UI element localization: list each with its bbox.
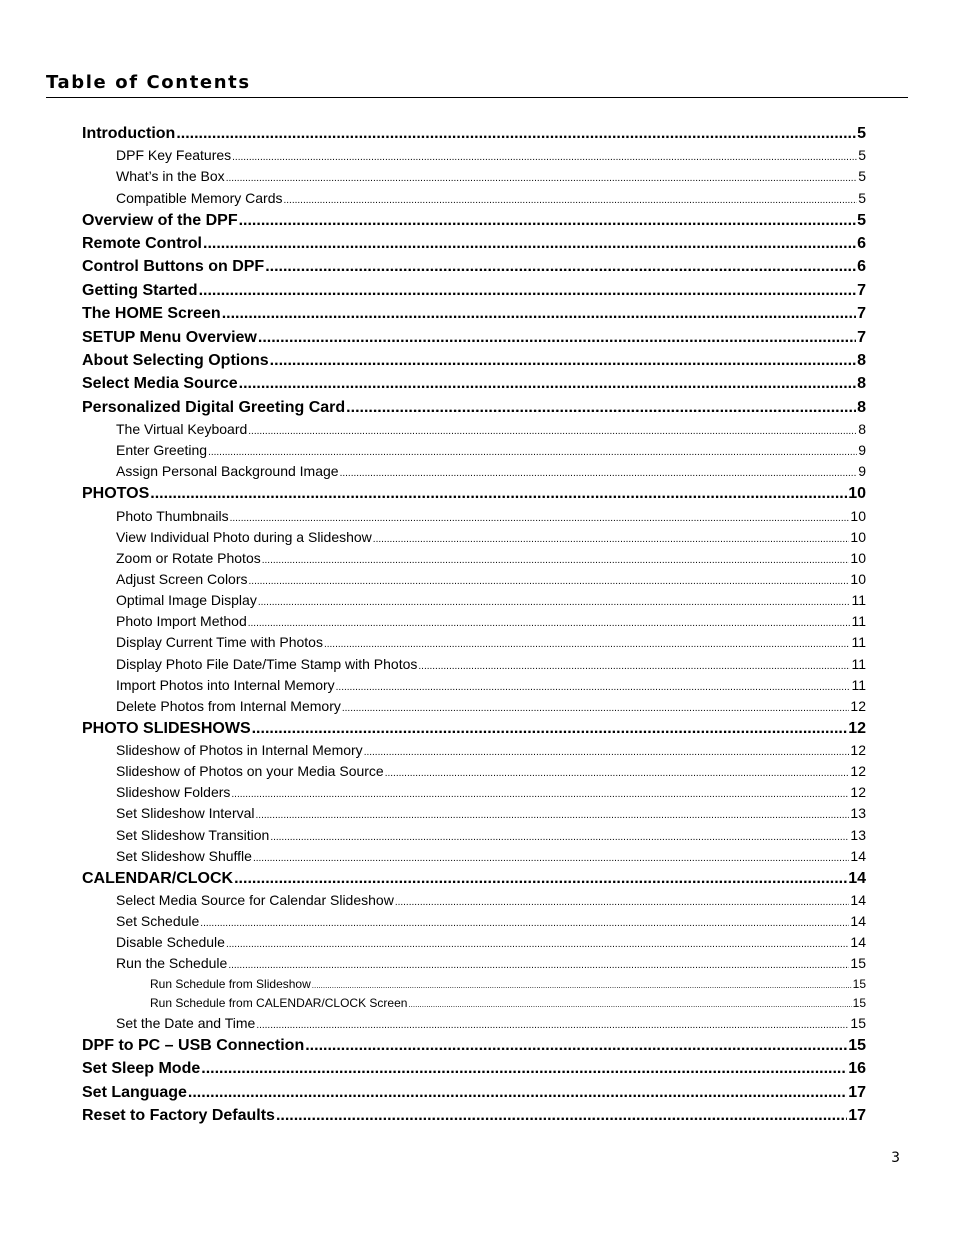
toc-entry-page: 6 bbox=[857, 258, 866, 276]
toc-entry[interactable] bbox=[82, 761, 866, 782]
toc-entry-title: View Individual Photo during a Slideshow bbox=[116, 528, 372, 545]
toc-list bbox=[82, 122, 866, 1127]
toc-entry-title: Remote Control bbox=[82, 235, 202, 253]
dot-leader bbox=[408, 995, 851, 1013]
toc-entry[interactable] bbox=[82, 506, 866, 527]
dot-leader bbox=[418, 656, 850, 675]
toc-entry[interactable] bbox=[82, 717, 866, 740]
toc-entry-page: 11 bbox=[851, 634, 866, 651]
toc-entry[interactable] bbox=[82, 654, 866, 675]
toc-entry-title: Photo Import Method bbox=[116, 613, 247, 630]
dot-leader bbox=[258, 592, 851, 611]
dot-leader bbox=[239, 209, 857, 232]
toc-entry-page: 13 bbox=[850, 805, 866, 822]
toc-entry-page: 15 bbox=[848, 1036, 866, 1054]
toc-entry-title: Control Buttons on DPF bbox=[82, 258, 265, 276]
toc-entry-page: 7 bbox=[857, 328, 866, 346]
toc-entry-title: Set Slideshow Transition bbox=[116, 826, 270, 843]
toc-entry[interactable] bbox=[82, 461, 866, 482]
toc-entry-page: 5 bbox=[857, 125, 866, 142]
toc-entry-title: Set Slideshow Interval bbox=[116, 805, 255, 822]
toc-entry-title: Personalized Digital Greeting Card bbox=[82, 398, 346, 416]
dot-leader bbox=[252, 717, 848, 740]
dot-leader bbox=[265, 255, 856, 278]
toc-entry-page: 10 bbox=[850, 571, 866, 588]
toc-entry-page: 12 bbox=[850, 742, 866, 759]
toc-entry[interactable] bbox=[82, 740, 866, 761]
toc-entry-page: 14 bbox=[850, 892, 866, 909]
toc-entry-title: CALENDAR/CLOCK bbox=[82, 869, 234, 887]
toc-entry-title: Assign Personal Background Image bbox=[116, 463, 339, 480]
toc-entry-page: 8 bbox=[857, 352, 866, 370]
toc-entry-title: DPF to PC – USB Connection bbox=[82, 1036, 305, 1054]
dot-leader bbox=[249, 571, 850, 590]
toc-entry-title: Set Language bbox=[82, 1083, 187, 1101]
toc-entry-title: Select Media Source for Calendar Slideshow bbox=[116, 892, 394, 909]
toc-heading: Table of Contents bbox=[46, 72, 908, 98]
toc-entry[interactable] bbox=[82, 326, 866, 349]
toc-entry[interactable] bbox=[82, 803, 866, 824]
toc-entry[interactable] bbox=[82, 911, 866, 932]
toc-entry-page: 15 bbox=[850, 1014, 866, 1031]
dot-leader bbox=[232, 147, 857, 166]
dot-leader bbox=[199, 279, 857, 302]
toc-entry[interactable] bbox=[82, 548, 866, 569]
toc-entry-page: 14 bbox=[848, 869, 866, 887]
toc-entry-page: 5 bbox=[858, 168, 866, 185]
dot-leader bbox=[226, 934, 849, 953]
dot-leader bbox=[222, 302, 856, 325]
toc-entry-title: Zoom or Rotate Photos bbox=[116, 550, 261, 567]
dot-leader bbox=[256, 1015, 849, 1034]
toc-entry[interactable] bbox=[82, 482, 866, 505]
toc-entry-page: 8 bbox=[857, 398, 866, 416]
toc-entry[interactable] bbox=[82, 372, 866, 395]
dot-leader bbox=[324, 634, 850, 653]
toc-entry-title: The Virtual Keyboard bbox=[116, 421, 248, 438]
toc-entry-page: 16 bbox=[848, 1060, 866, 1078]
toc-entry-page: 17 bbox=[848, 1083, 866, 1101]
dot-leader bbox=[270, 827, 849, 846]
toc-entry-page: 8 bbox=[857, 375, 866, 393]
dot-leader bbox=[176, 122, 856, 145]
toc-entry-page: 14 bbox=[850, 847, 866, 864]
dot-leader bbox=[312, 976, 852, 994]
toc-entry-page: 12 bbox=[850, 763, 866, 780]
toc-entry-page: 12 bbox=[850, 697, 866, 714]
toc-entry-title: Compatible Memory Cards bbox=[116, 189, 283, 206]
toc-entry[interactable] bbox=[82, 953, 866, 974]
toc-entry[interactable] bbox=[82, 255, 866, 278]
toc-entry-title: Delete Photos from Internal Memory bbox=[116, 697, 341, 714]
dot-leader bbox=[150, 482, 847, 505]
toc-entry-page: 15 bbox=[850, 955, 866, 972]
toc-entry[interactable] bbox=[82, 209, 866, 232]
toc-entry-title: PHOTOS bbox=[82, 485, 150, 503]
dot-leader bbox=[248, 421, 857, 440]
toc-entry[interactable] bbox=[82, 867, 866, 890]
toc-entry[interactable] bbox=[82, 166, 866, 187]
toc-entry-page: 10 bbox=[848, 485, 866, 503]
toc-entry-title: Disable Schedule bbox=[116, 934, 225, 951]
toc-entry[interactable] bbox=[82, 994, 866, 1013]
toc-entry-title: What’s in the Box bbox=[116, 168, 225, 185]
dot-leader bbox=[188, 1081, 847, 1104]
toc-entry-page: 11 bbox=[851, 676, 866, 693]
toc-entry[interactable] bbox=[82, 975, 866, 994]
toc-entry[interactable] bbox=[82, 890, 866, 911]
toc-entry-title: Display Current Time with Photos bbox=[116, 634, 323, 651]
toc-entry-title: The HOME Screen bbox=[82, 305, 221, 323]
toc-entry-title: Import Photos into Internal Memory bbox=[116, 676, 335, 693]
dot-leader bbox=[305, 1034, 847, 1057]
toc-entry[interactable] bbox=[82, 590, 866, 611]
dot-leader bbox=[234, 867, 847, 890]
toc-entry-page: 14 bbox=[850, 934, 866, 951]
dot-leader bbox=[230, 508, 850, 527]
toc-entry-title: Select Media Source bbox=[82, 375, 238, 393]
toc-entry-title: Slideshow of Photos on your Media Source bbox=[116, 763, 384, 780]
toc-entry-title: DPF Key Features bbox=[116, 147, 232, 164]
dot-leader bbox=[346, 396, 856, 419]
dot-leader bbox=[340, 463, 858, 482]
dot-leader bbox=[284, 190, 858, 209]
toc-entry[interactable] bbox=[82, 1057, 866, 1080]
toc-entry[interactable] bbox=[82, 527, 866, 548]
toc-entry-page: 15 bbox=[852, 995, 866, 1010]
toc-entry-page: 14 bbox=[850, 913, 866, 930]
toc-entry[interactable] bbox=[82, 440, 866, 461]
toc-entry[interactable] bbox=[82, 122, 866, 145]
toc-entry-page: 12 bbox=[850, 784, 866, 801]
toc-entry[interactable] bbox=[82, 1081, 866, 1104]
dot-leader bbox=[200, 913, 849, 932]
toc-entry-page: 9 bbox=[858, 463, 866, 480]
toc-entry-title: SETUP Menu Overview bbox=[82, 328, 257, 346]
toc-entry-title: Slideshow Folders bbox=[116, 784, 231, 801]
toc-entry-page: 12 bbox=[848, 719, 866, 737]
toc-entry-title: Getting Started bbox=[82, 281, 198, 299]
toc-entry[interactable] bbox=[82, 396, 866, 419]
toc-entry-page: 17 bbox=[848, 1106, 866, 1124]
toc-entry-title: Overview of the DPF bbox=[82, 211, 238, 229]
toc-entry-title: Reset to Factory Defaults bbox=[82, 1106, 275, 1124]
dot-leader bbox=[336, 677, 851, 696]
dot-leader bbox=[256, 805, 850, 824]
toc-entry[interactable] bbox=[82, 145, 866, 166]
toc-entry[interactable] bbox=[82, 632, 866, 653]
toc-entry[interactable] bbox=[82, 846, 866, 867]
toc-entry[interactable] bbox=[82, 232, 866, 255]
dot-leader bbox=[239, 372, 856, 395]
toc-entry[interactable] bbox=[82, 188, 866, 209]
dot-leader bbox=[208, 442, 857, 461]
toc-entry[interactable] bbox=[82, 569, 866, 590]
toc-entry-title: Set Schedule bbox=[116, 913, 200, 930]
dot-leader bbox=[228, 955, 849, 974]
dot-leader bbox=[373, 529, 850, 548]
toc-entry-page: 9 bbox=[858, 442, 866, 459]
toc-entry-title: Photo Thumbnails bbox=[116, 507, 229, 524]
toc-entry-page: 13 bbox=[850, 826, 866, 843]
toc-entry-title: Run the Schedule bbox=[116, 955, 228, 972]
toc-entry-page: 10 bbox=[850, 528, 866, 545]
dot-leader bbox=[226, 168, 858, 187]
toc-entry-title: Set the Date and Time bbox=[116, 1014, 256, 1031]
toc-entry-page: 7 bbox=[857, 281, 866, 299]
toc-entry-page: 5 bbox=[857, 211, 866, 229]
toc-entry-title: Run Schedule from CALENDAR/CLOCK Screen bbox=[150, 995, 408, 1010]
toc-entry[interactable] bbox=[82, 782, 866, 803]
toc-entry-page: 8 bbox=[858, 421, 866, 438]
dot-leader bbox=[253, 848, 849, 867]
toc-entry-page: 11 bbox=[851, 592, 866, 609]
toc-entry[interactable] bbox=[82, 279, 866, 302]
toc-entry[interactable] bbox=[82, 675, 866, 696]
dot-leader bbox=[201, 1057, 847, 1080]
dot-leader bbox=[262, 550, 850, 569]
toc-entry-title: Set Sleep Mode bbox=[82, 1060, 201, 1078]
page-number: 3 bbox=[891, 1150, 900, 1166]
toc-entry-title: Slideshow of Photos in Internal Memory bbox=[116, 742, 363, 759]
dot-leader bbox=[231, 784, 849, 803]
toc-entry[interactable] bbox=[82, 302, 866, 325]
toc-entry-page: 11 bbox=[851, 655, 866, 672]
dot-leader bbox=[364, 742, 850, 761]
toc-entry-page: 15 bbox=[852, 976, 866, 991]
toc-entry-page: 6 bbox=[857, 235, 866, 253]
dot-leader bbox=[248, 613, 851, 632]
dot-leader bbox=[385, 763, 850, 782]
toc-entry[interactable] bbox=[82, 1104, 866, 1127]
toc-entry-page: 10 bbox=[850, 507, 866, 524]
toc-entry-page: 10 bbox=[850, 550, 866, 567]
toc-entry-title: Enter Greeting bbox=[116, 442, 208, 459]
toc-entry-title: Optimal Image Display bbox=[116, 592, 257, 609]
dot-leader bbox=[342, 698, 850, 717]
toc-entry-title: Display Photo File Date/Time Stamp with Photos bbox=[116, 655, 418, 672]
dot-leader bbox=[395, 892, 850, 911]
dot-leader bbox=[270, 349, 856, 372]
dot-leader bbox=[276, 1104, 847, 1127]
toc-entry-title: Introduction bbox=[82, 125, 176, 142]
toc-entry[interactable] bbox=[82, 419, 866, 440]
toc-entry-title: PHOTO SLIDESHOWS bbox=[82, 719, 251, 737]
toc-entry-page: 11 bbox=[851, 613, 866, 630]
toc-entry[interactable] bbox=[82, 1013, 866, 1034]
toc-entry[interactable] bbox=[82, 825, 866, 846]
toc-entry-title: Set Slideshow Shuffle bbox=[116, 847, 252, 864]
toc-entry-title: About Selecting Options bbox=[82, 352, 269, 370]
toc-entry[interactable] bbox=[82, 1034, 866, 1057]
toc-entry-title: Run Schedule from Slideshow bbox=[150, 976, 311, 991]
toc-entry-page: 5 bbox=[858, 147, 866, 164]
toc-entry-title: Adjust Screen Colors bbox=[116, 571, 248, 588]
toc-entry-page: 7 bbox=[857, 305, 866, 323]
toc-entry[interactable] bbox=[82, 349, 866, 372]
toc-entry-page: 5 bbox=[858, 189, 866, 206]
toc-entry[interactable] bbox=[82, 696, 866, 717]
toc-entry[interactable] bbox=[82, 611, 866, 632]
toc-entry[interactable] bbox=[82, 932, 866, 953]
dot-leader bbox=[203, 232, 856, 255]
dot-leader bbox=[258, 326, 856, 349]
